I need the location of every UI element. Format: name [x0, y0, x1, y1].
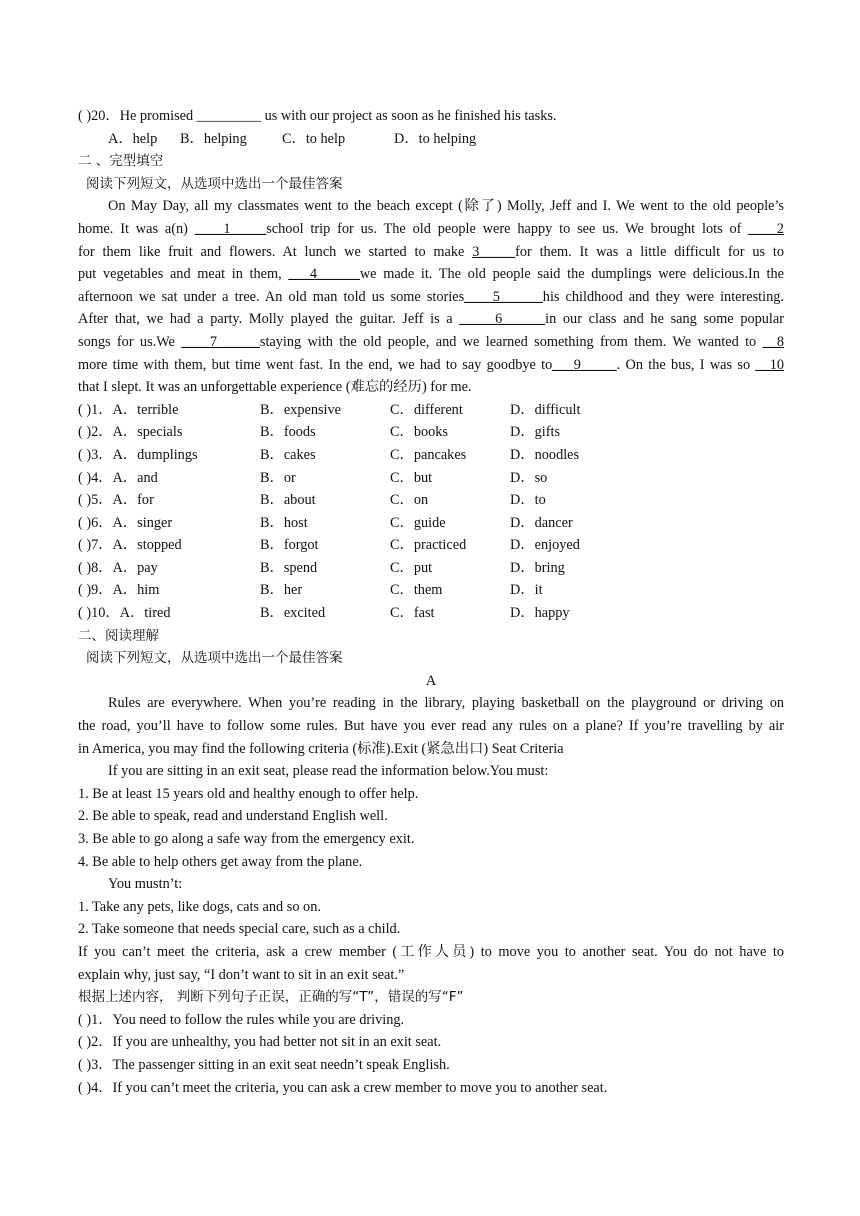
reading-part-label: A [425, 672, 437, 689]
cloze-question: ( )9．A．him B．her C．them D．it [78, 582, 543, 599]
passage-line: home. It was a(n) ____1_____school trip for us. The old people were happy to see us. We brought lots of ____2 [78, 220, 784, 237]
cloze-question: ( )4．A．and B．or C．but D．so [78, 469, 548, 486]
must-item: 2. Be able to speak, read and understand English well. [78, 808, 388, 825]
blank-4: ___4______ [288, 266, 360, 283]
reading-paragraph-line: If you are sitting in an exit seat, please read the information below.You must: [108, 763, 549, 780]
blank-9: ___9_____ [552, 356, 617, 373]
reading-paragraph-line: If you can’t meet the criteria, ask a crew member (工作人员) to move you to another seat. You do not have to [78, 943, 784, 960]
blank-10: __10 [755, 356, 784, 373]
reading-paragraph-line: explain why, just say, “I don’t want to sit in an exit seat.” [78, 966, 405, 983]
cloze-passage [78, 195, 784, 398]
passage-line: afternoon we sat under a tree. An old man told us some stories____5______his childhood and they were interesting. [78, 288, 784, 305]
mustnt-item: 2. Take someone that needs special care, such as a child. [78, 921, 401, 938]
reading-paragraph-line: the road, you’ll have to follow some rules. But have you ever read any rules on a plane? If you’re travelling by air [78, 718, 784, 735]
passage-line: more time with them, but time went fast. In the end, we had to say goodbye to___9_____. On the bus, I was so __10 [78, 356, 784, 373]
q20-option-c: C．to help [282, 130, 346, 147]
mustnt-heading: You mustn’t: [108, 876, 183, 893]
mustnt-item: 1. Take any pets, like dogs, cats and so on. [78, 898, 321, 915]
must-item: 4. Be able to help others get away from the plane. [78, 853, 363, 870]
q20-stem: ( )20．He promised _________ us with our project as soon as he finished his tasks. [78, 108, 557, 124]
blank-6: _____6______ [459, 311, 546, 328]
cloze-question: ( )5．A．for B．about C．on D．to [78, 492, 546, 509]
cloze-question: ( )6．A．singer B．host C．guide D．dancer [78, 514, 573, 531]
blank-7: ____7______ [181, 333, 260, 350]
cloze-question: ( )10．A．tired B．excited C．fast D．happy [78, 605, 570, 622]
blank-3: 3_____ [472, 243, 516, 260]
cloze-question: ( )8．A．pay B．spend C．put D．bring [78, 559, 565, 576]
passage-line: songs for us.We ____7______staying with the old people, and we learned something from them. We wanted to __8 [78, 333, 784, 350]
q20-options [78, 128, 784, 151]
blank-2: ____2 [748, 220, 784, 237]
tf-instruction: 根据上述内容， 判断下列句子正误，正确的写“T”，错误的写“F” [78, 989, 464, 1006]
blank-5: ____5______ [464, 288, 543, 305]
cloze-instruction: 阅读下列短文，从选项中选出一个最佳答案 [86, 175, 343, 192]
passage-line: On May Day, all my classmates went to the beach except (除了) Molly, Jeff and I. We went to the old people’s [108, 198, 784, 215]
reading-heading: 二、阅读理解 [78, 627, 159, 644]
cloze-question: ( )2．A．specials B．foods C．books D．gifts [78, 424, 561, 441]
reading-paragraph-line: Rules are everywhere. When you’re reading in the library, playing basketball on the playground or driving on [108, 695, 784, 712]
q20-option-b: B．helping [180, 130, 247, 147]
tf-item: ( )2．If you are unhealthy, you had better not sit in an exit seat. [78, 1034, 442, 1051]
tf-item: ( )4．If you can’t meet the criteria, you can ask a crew member to move you to another seat. [78, 1079, 608, 1096]
must-item: 1. Be at least 15 years old and healthy enough to offer help. [78, 785, 419, 802]
cloze-question: ( )7．A．stopped B．forgot C．practiced D．enjoyed [78, 537, 580, 554]
q20-option-a: A．help [108, 130, 158, 147]
q20-option-d: D．to helping [394, 130, 477, 147]
reading-paragraph-line: in America, you may find the following criteria (标准).Exit (紧急出口) Seat Criteria [78, 740, 564, 757]
passage-line: put vegetables and meat in them, ___4______we made it. The old people said the dumplings were delicious.In the [78, 266, 784, 283]
cloze-heading: 二 、完型填空 [78, 153, 164, 170]
passage-line: that I slept. It was an unforgettable experience (难忘的经历) for me. [78, 379, 472, 396]
reading-instruction: 阅读下列短文，从选项中选出一个最佳答案 [86, 650, 343, 667]
tf-item: ( )1．You need to follow the rules while you are driving. [78, 1011, 405, 1028]
passage-line: After that, we had a party. Molly played the guitar. Jeff is a _____6______in our class and he sang some popular [78, 311, 784, 328]
tf-item: ( )3．The passenger sitting in an exit seat needn’t speak English. [78, 1056, 450, 1073]
worksheet-page [78, 105, 784, 1099]
blank-1: ____1_____ [194, 220, 267, 237]
passage-line: for them like fruit and flowers. At lunch we started to make 3_____for them. It was a little difficult for us to [78, 243, 784, 260]
cloze-question: ( )1．A．terrible B．expensive C．different D．difficult [78, 401, 581, 418]
blank-8: __8 [762, 333, 784, 350]
must-item: 3. Be able to go along a safe way from the emergency exit. [78, 831, 415, 847]
cloze-question: ( )3．A．dumplings B．cakes C．pancakes D．noodles [78, 446, 580, 463]
cloze-questions [78, 399, 784, 625]
